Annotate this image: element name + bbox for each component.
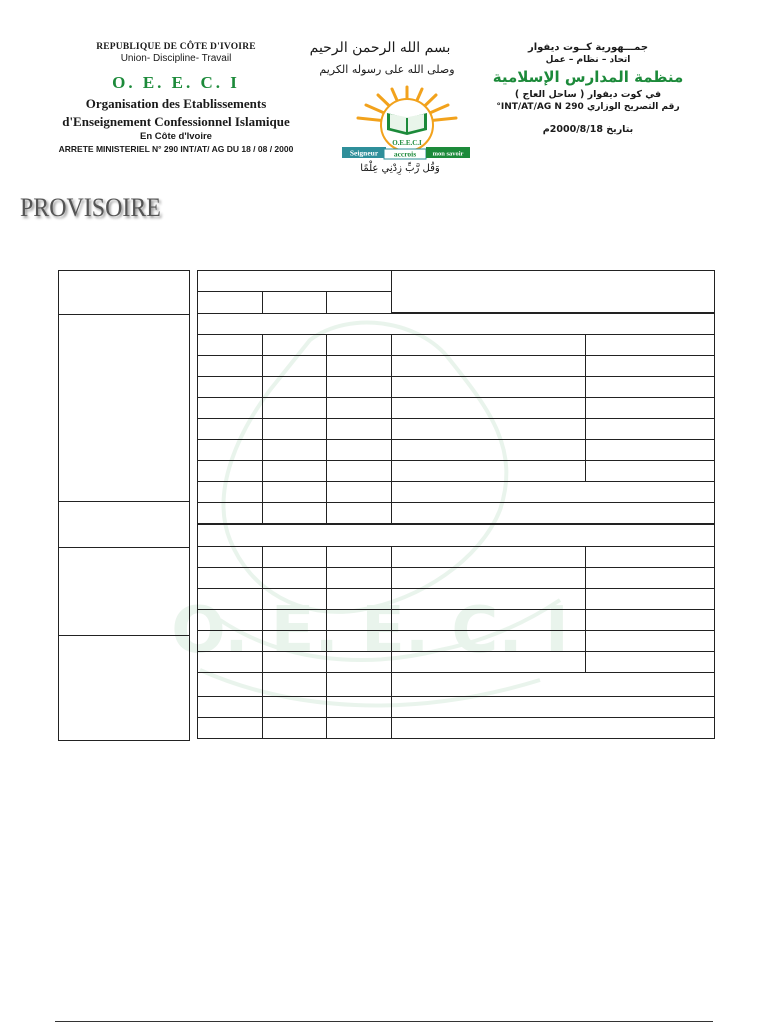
grid-cell-d2-2 <box>262 567 327 589</box>
grid-cell-a4-4 <box>391 397 586 419</box>
grid-cell-d3-3 <box>326 588 392 610</box>
grid-cell-d4-1 <box>197 609 263 631</box>
ministerial-decree: ARRETE MINISTERIEL N° 290 INT/AT/ AG DU 18 / 08 / 2000 <box>58 144 294 154</box>
grid-cell-a4-3 <box>326 397 392 419</box>
grid-cell-a2-3 <box>326 355 392 377</box>
salat-line: وصلى الله على رسوله الكريم <box>319 63 455 76</box>
grid-cell-c-2 <box>262 502 327 524</box>
label-cell-1 <box>58 270 190 315</box>
grid-cell-e1-3 <box>326 672 392 697</box>
grid-cell-e3-3 <box>326 717 392 739</box>
grid-cell-a3-5 <box>585 376 715 398</box>
national-motto: Union- Discipline- Travail <box>120 53 232 64</box>
grid-cell-a3-2 <box>262 376 327 398</box>
basmala: بسم الله الرحمن الرحيم <box>309 40 451 56</box>
grid-cell-e1-2 <box>262 672 327 697</box>
grid-cell-a5-1 <box>197 418 263 440</box>
logo-name: O.E.E.C.I <box>392 139 422 147</box>
grid-cell-a6-4 <box>391 439 586 461</box>
grid-cell-c-4 <box>391 502 715 524</box>
grid-cell-a5-3 <box>326 418 392 440</box>
ribbon-mid-text: accrois <box>393 149 417 159</box>
grid-cell-c-1 <box>197 502 263 524</box>
grid-cell-e3-1 <box>197 717 263 739</box>
label-cell-2 <box>58 314 190 502</box>
footer-rule <box>55 1021 713 1022</box>
grid-cell-d6-1 <box>197 651 263 673</box>
header-cell-top <box>197 270 392 292</box>
grid-cell-a5-2 <box>262 418 327 440</box>
header-subcell-1 <box>197 291 263 314</box>
label-cell-5 <box>58 635 190 741</box>
org-name-line1: Organisation des Etablissements <box>85 96 267 111</box>
grid-cell-a1-5 <box>585 334 715 356</box>
oeeci-logo <box>340 83 475 175</box>
section-band-2 <box>197 524 715 547</box>
grid-cell-e3-2 <box>262 717 327 739</box>
grid-cell-a4-1 <box>197 397 263 419</box>
grid-cell-a5-5 <box>585 418 715 440</box>
grid-cell-a5-4 <box>391 418 586 440</box>
header-subcell-2 <box>262 291 327 314</box>
grid-cell-a7-3 <box>326 460 392 482</box>
grid-cell-e2-4 <box>391 696 715 718</box>
grid-cell-a2-2 <box>262 355 327 377</box>
grid-cell-a6-5 <box>585 439 715 461</box>
grid-cell-d5-4 <box>391 630 586 652</box>
grid-cell-a6-2 <box>262 439 327 461</box>
grid-cell-d6-3 <box>326 651 392 673</box>
grid-cell-b-2 <box>262 481 327 503</box>
grid-cell-d4-3 <box>326 609 392 631</box>
grid-cell-d2-1 <box>197 567 263 589</box>
grid-cell-a1-1 <box>197 334 263 356</box>
org-city: En Côte d'Ivoire <box>140 131 212 142</box>
grid-cell-d3-1 <box>197 588 263 610</box>
ministerial-decree-ar: رقم التصريح الوزاري 290 INT/AT/AG N° <box>496 102 680 112</box>
grid-cell-d5-1 <box>197 630 263 652</box>
header-cell-right <box>391 270 715 313</box>
grid-cell-d1-2 <box>262 546 327 568</box>
section-band-1 <box>197 313 715 335</box>
grid-cell-d3-5 <box>585 588 715 610</box>
grid-cell-d2-4 <box>391 567 586 589</box>
org-name-ar: منظمة المدارس الإسلامية <box>492 68 684 86</box>
grid-cell-a4-5 <box>585 397 715 419</box>
header-subcell-3 <box>326 291 392 314</box>
grid-cell-d3-4 <box>391 588 586 610</box>
grid-cell-e2-3 <box>326 696 392 718</box>
national-motto-ar: اتحاد – نظام – عمل <box>545 55 631 65</box>
grid-cell-a1-4 <box>391 334 586 356</box>
republic-title: REPUBLIQUE DE CÔTE D'IVOIRE <box>96 42 256 52</box>
grid-cell-a3-4 <box>391 376 586 398</box>
grid-cell-c-3 <box>326 502 392 524</box>
grid-cell-d4-5 <box>585 609 715 631</box>
logo-verse: وَقُل رَّبِّ زِدْنِي عِلْمًا <box>360 163 440 174</box>
grid-cell-d5-2 <box>262 630 327 652</box>
grid-cell-d6-2 <box>262 651 327 673</box>
republic-title-ar: جمـــهورية كــوت ديفوار <box>527 42 649 53</box>
grid-cell-e2-2 <box>262 696 327 718</box>
grid-cell-e2-1 <box>197 696 263 718</box>
grid-cell-d2-3 <box>326 567 392 589</box>
grid-cell-e1-1 <box>197 672 263 697</box>
grid-cell-a4-2 <box>262 397 327 419</box>
grid-cell-a1-2 <box>262 334 327 356</box>
grid-cell-d5-3 <box>326 630 392 652</box>
grid-cell-a6-3 <box>326 439 392 461</box>
header-right <box>478 42 698 135</box>
grid-cell-a2-4 <box>391 355 586 377</box>
grid-cell-a6-1 <box>197 439 263 461</box>
grid-cell-a2-1 <box>197 355 263 377</box>
label-cell-3 <box>58 501 190 548</box>
decree-date-ar: بتاريخ 2000/8/18م <box>542 124 634 135</box>
grid-cell-b-4 <box>391 481 715 503</box>
grid-cell-d1-3 <box>326 546 392 568</box>
grid-cell-d5-5 <box>585 630 715 652</box>
grid-cell-d2-5 <box>585 567 715 589</box>
grid-cell-d1-1 <box>197 546 263 568</box>
label-cell-4 <box>58 547 190 636</box>
grid-cell-a7-1 <box>197 460 263 482</box>
grid-cell-d6-5 <box>585 651 715 673</box>
grid-cell-a1-3 <box>326 334 392 356</box>
grid-cell-d4-4 <box>391 609 586 631</box>
grid-cell-b-1 <box>197 481 263 503</box>
ribbon-right-text: mon savoir <box>432 150 464 158</box>
org-country-ar: في كوت ديفوار ( ساحل العاج ) <box>514 89 662 100</box>
grid-cell-a7-5 <box>585 460 715 482</box>
header-left <box>28 42 324 154</box>
grid-cell-d3-2 <box>262 588 327 610</box>
org-name-line2: d'Enseignement Confessionnel Islamique <box>62 114 290 129</box>
grid-cell-d1-4 <box>391 546 586 568</box>
watermark-acronym: O. E. E. C. I <box>171 594 569 668</box>
grid-cell-d1-5 <box>585 546 715 568</box>
grid-cell-a3-3 <box>326 376 392 398</box>
grid-cell-a3-1 <box>197 376 263 398</box>
grid-cell-a7-4 <box>391 460 586 482</box>
org-acronym: O. E. E. C. I <box>112 73 240 92</box>
grid-cell-e1-4 <box>391 672 715 697</box>
grid-cell-e3-4 <box>391 717 715 739</box>
grid-cell-a2-5 <box>585 355 715 377</box>
grid-cell-d4-2 <box>262 609 327 631</box>
ribbon-left-text: Seigneur <box>349 148 379 158</box>
grid-cell-a7-2 <box>262 460 327 482</box>
grid-cell-d6-4 <box>391 651 586 673</box>
provisional-stamp: PROVISOIRE <box>20 193 161 222</box>
grid-cell-b-3 <box>326 481 392 503</box>
